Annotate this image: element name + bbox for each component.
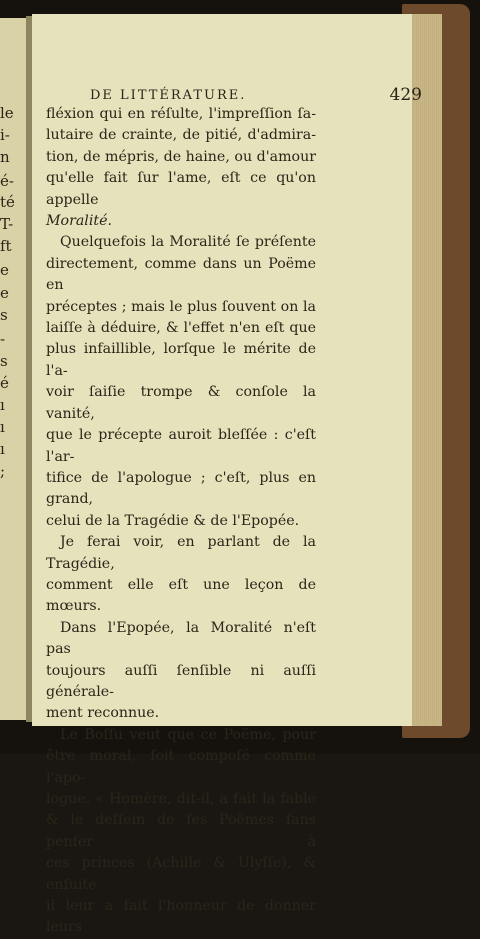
text-line: logue. « Homère, dit-il, a fait la fable [46, 791, 316, 807]
text-line: ces princes (Achille & Ulyſſe), & enſuite [46, 855, 316, 893]
left-page-fragment: ft [0, 237, 12, 255]
left-page-fragment: s [0, 352, 8, 370]
left-page-fragment: é [0, 374, 9, 392]
text-line [46, 211, 316, 232]
left-page-fragment: T- [0, 215, 14, 233]
text-line: comment elle eſt une leçon de mœurs. [46, 576, 316, 615]
left-page-fragment: le [0, 104, 14, 122]
left-page-fragment: - [0, 330, 6, 348]
text-line: tion, de mépris, de haine, ou d'amour [46, 148, 316, 165]
left-page-fragment: ı [0, 440, 5, 458]
page-number: 429 [389, 85, 422, 105]
left-page-fragment: i- [0, 126, 10, 144]
italic-word: Moralité. [46, 213, 112, 230]
text-line: toujours auſſi ſenſible ni auſſi générale- [46, 662, 316, 700]
body-text [46, 104, 316, 939]
left-page-fragment: s [0, 306, 8, 324]
left-page-fragment: té [0, 193, 15, 211]
text-line: Le Boſſu veut que ce Poëme, pour [60, 726, 316, 743]
left-page-fragment: ı [0, 396, 5, 414]
text-line: être moral, ſoit compoſé comme l'apo- [46, 748, 316, 786]
text-line: Je ferai voir, en parlant de la Tragédie, [46, 534, 316, 572]
text-line: voir ſaiſie trompe & conſole la vanité, [46, 384, 316, 422]
text-line: tifice de l'apologue ; c'eſt, plus en grand, [46, 469, 316, 508]
left-page-fragment: é- [0, 172, 14, 190]
left-page-fragment: n [0, 148, 10, 166]
text-line: lutaire de crainte, de pitié, d'admira- [46, 127, 316, 144]
text-line: directement, comme dans un Poëme en [46, 255, 316, 294]
text-line: Quelquefois la Moralité ſe préſente [60, 234, 316, 251]
text-line: il leur a fait l'honneur de donner leurs [46, 898, 316, 936]
text-line: fléxion qui en réſulte, l'impreſſion ſa- [46, 106, 316, 122]
text-line: celui de la Tragédie & de l'Epopée. [46, 512, 300, 529]
text-line: que le précepte auroit bleſſée : c'eſt l'ar- [46, 427, 316, 465]
left-page-fragment: e [0, 284, 9, 302]
text-line: ment reconnue. [46, 705, 160, 722]
text-line: plus infaillible, lorſque le mérite de l'a- [46, 341, 316, 379]
text-line: préceptes ; mais le plus ſouvent on la [46, 298, 316, 315]
text-line: & le deſſein de ſes Poëmes ſans penſer à [46, 812, 316, 850]
text-line: Dans l'Epopée, la Moralité n'eſt pas [46, 619, 316, 658]
left-page-fragment: ı [0, 418, 5, 436]
text-line: qu'elle fait ſur l'ame, eſt ce qu'on appelle [46, 170, 316, 208]
text-line: laiſſe à déduire, & l'effet n'en eſt que [46, 320, 316, 337]
running-head-title: DE LITTÉRATURE. [90, 88, 247, 103]
left-page-fragment: ; [0, 462, 6, 480]
left-page-fragment: e [0, 261, 9, 279]
